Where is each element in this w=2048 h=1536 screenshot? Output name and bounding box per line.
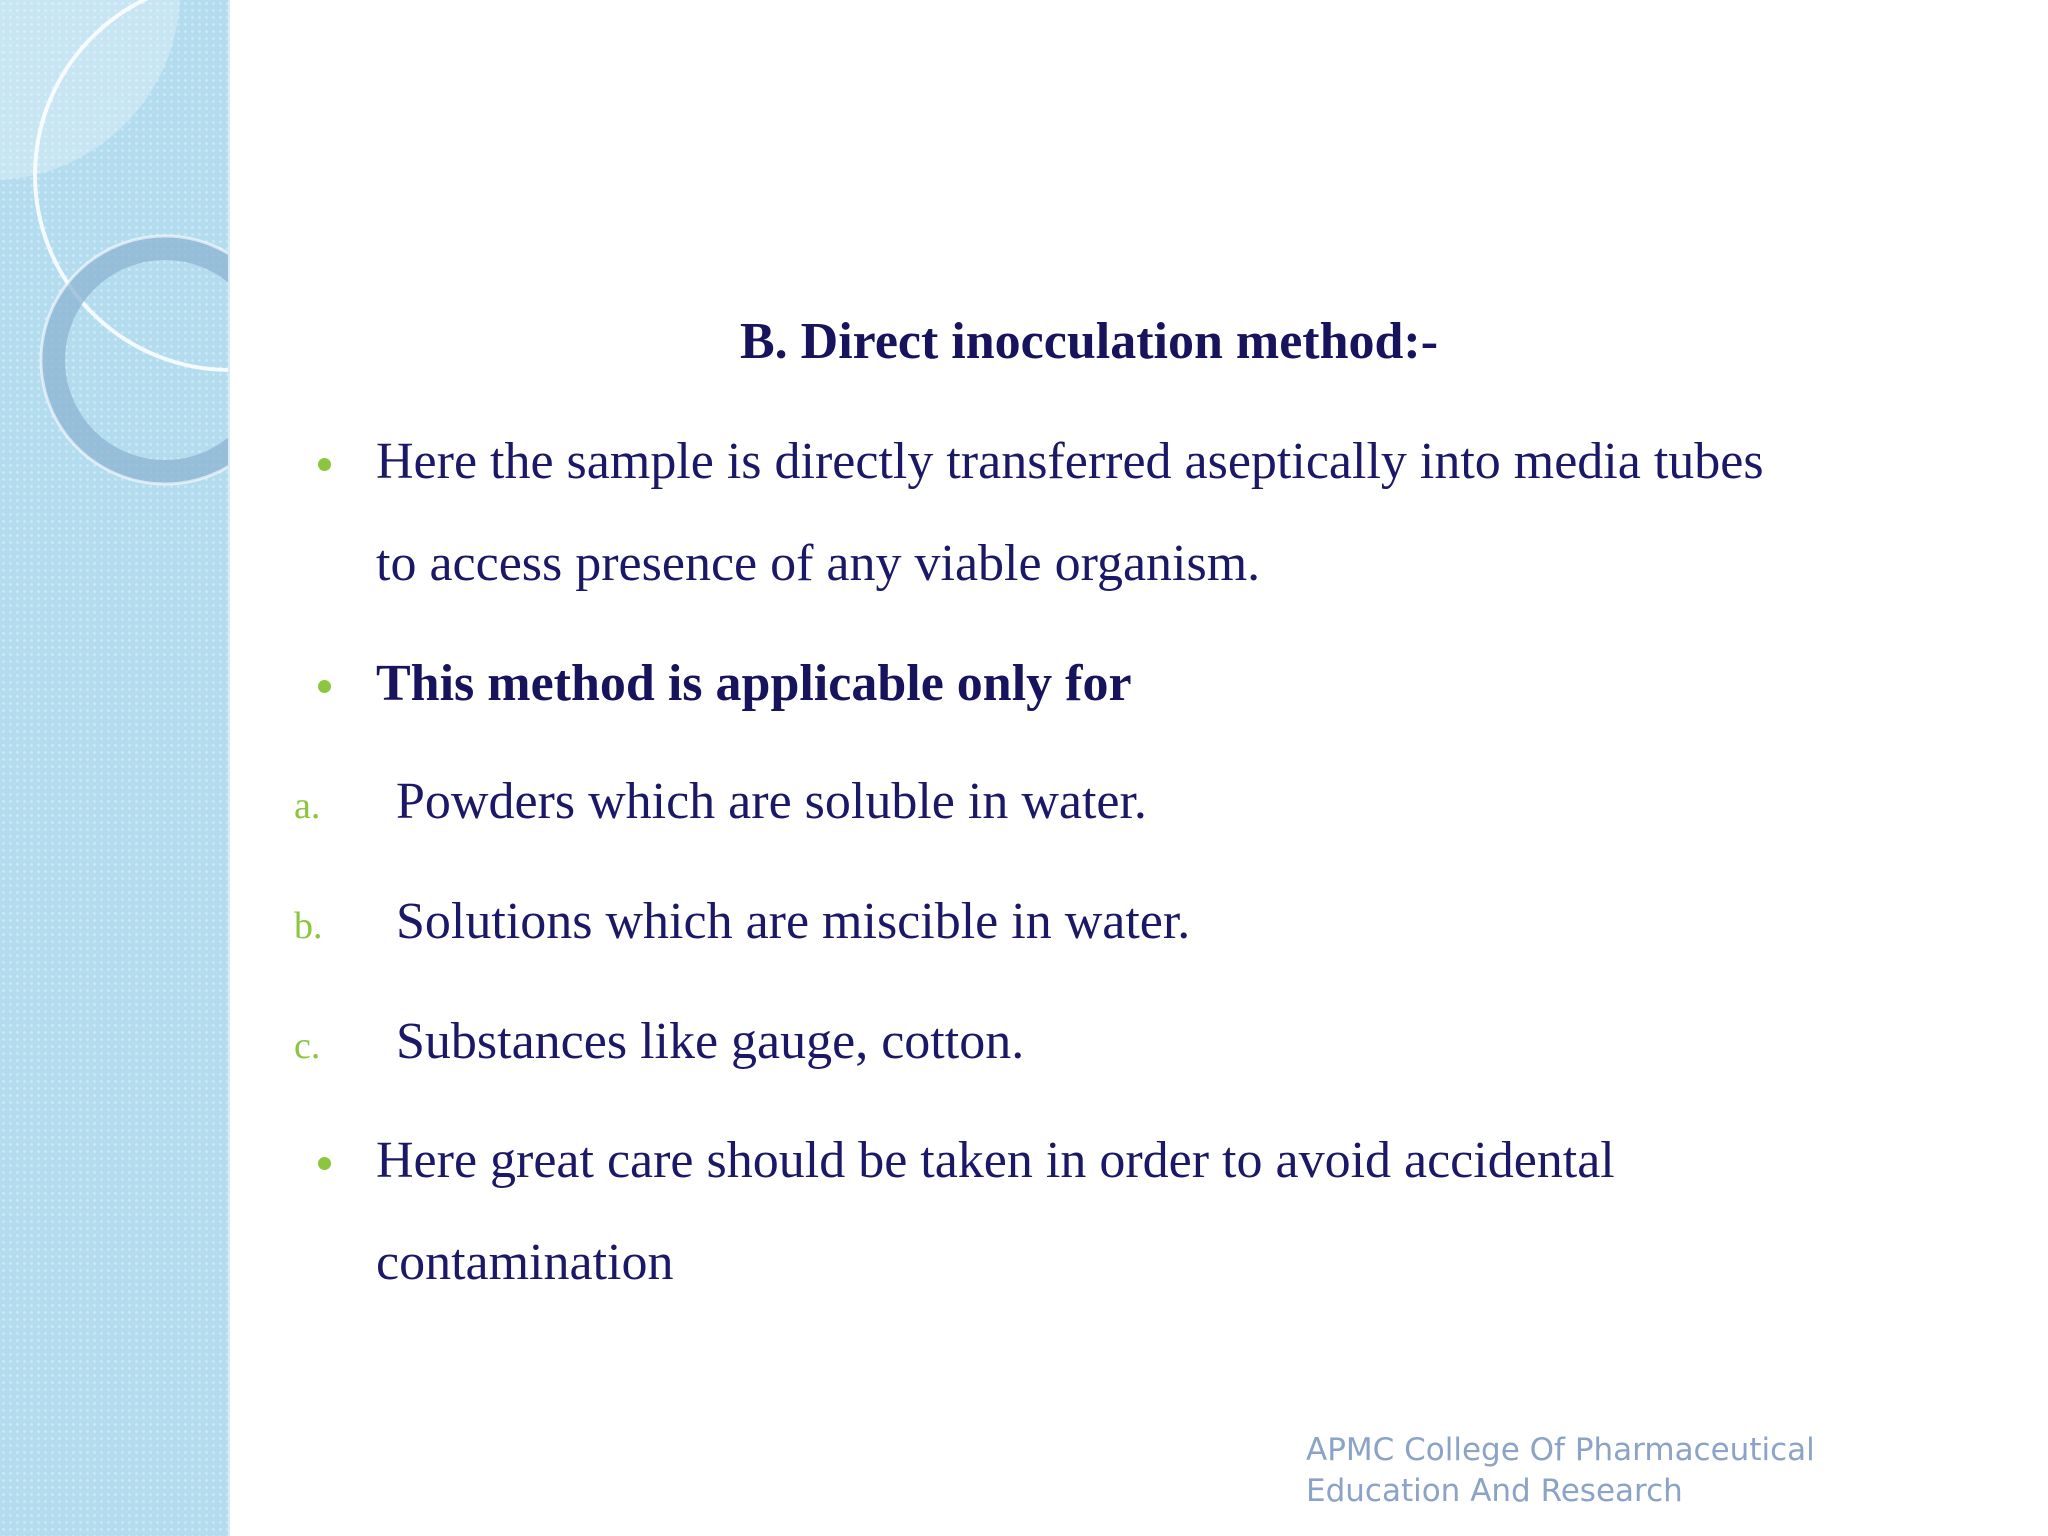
list-item-a: Powders which are soluble in water. — [396, 773, 1147, 830]
footer-institution — [1306, 1430, 1815, 1512]
list-marker-c: c. — [294, 1025, 321, 1067]
bullet-dot-icon — [318, 680, 331, 693]
footer-line-2: Education And Research — [1306, 1473, 1683, 1509]
bullet-1-line-1: Here the sample is directly transferred aseptically into media tubes — [376, 433, 1764, 490]
bullet-3-line-1: Here great care should be taken in order to avoid accidental — [376, 1132, 1615, 1189]
bullet-dot-icon — [318, 1157, 331, 1170]
footer-line-1: APMC College Of Pharmaceutical — [1306, 1432, 1815, 1468]
list-marker-a: a. — [294, 785, 321, 827]
list-item-b: Solutions which are miscible in water. — [396, 893, 1191, 950]
bullet-2-line-1: This method is applicable only for — [376, 655, 1132, 712]
decorative-sidebar — [0, 0, 230, 1536]
bullet-dot-icon — [318, 458, 331, 471]
slide-content — [228, 0, 2048, 1536]
decorative-circles-graphic — [0, 0, 228, 1536]
list-marker-b: b. — [294, 905, 323, 947]
slide-title: B. Direct inocculation method:- — [740, 313, 1439, 370]
list-item-c: Substances like gauge, cotton. — [396, 1013, 1025, 1070]
bullet-3-line-2: contamination — [376, 1234, 674, 1291]
bullet-1-line-2: to access presence of any viable organism. — [376, 535, 1261, 592]
